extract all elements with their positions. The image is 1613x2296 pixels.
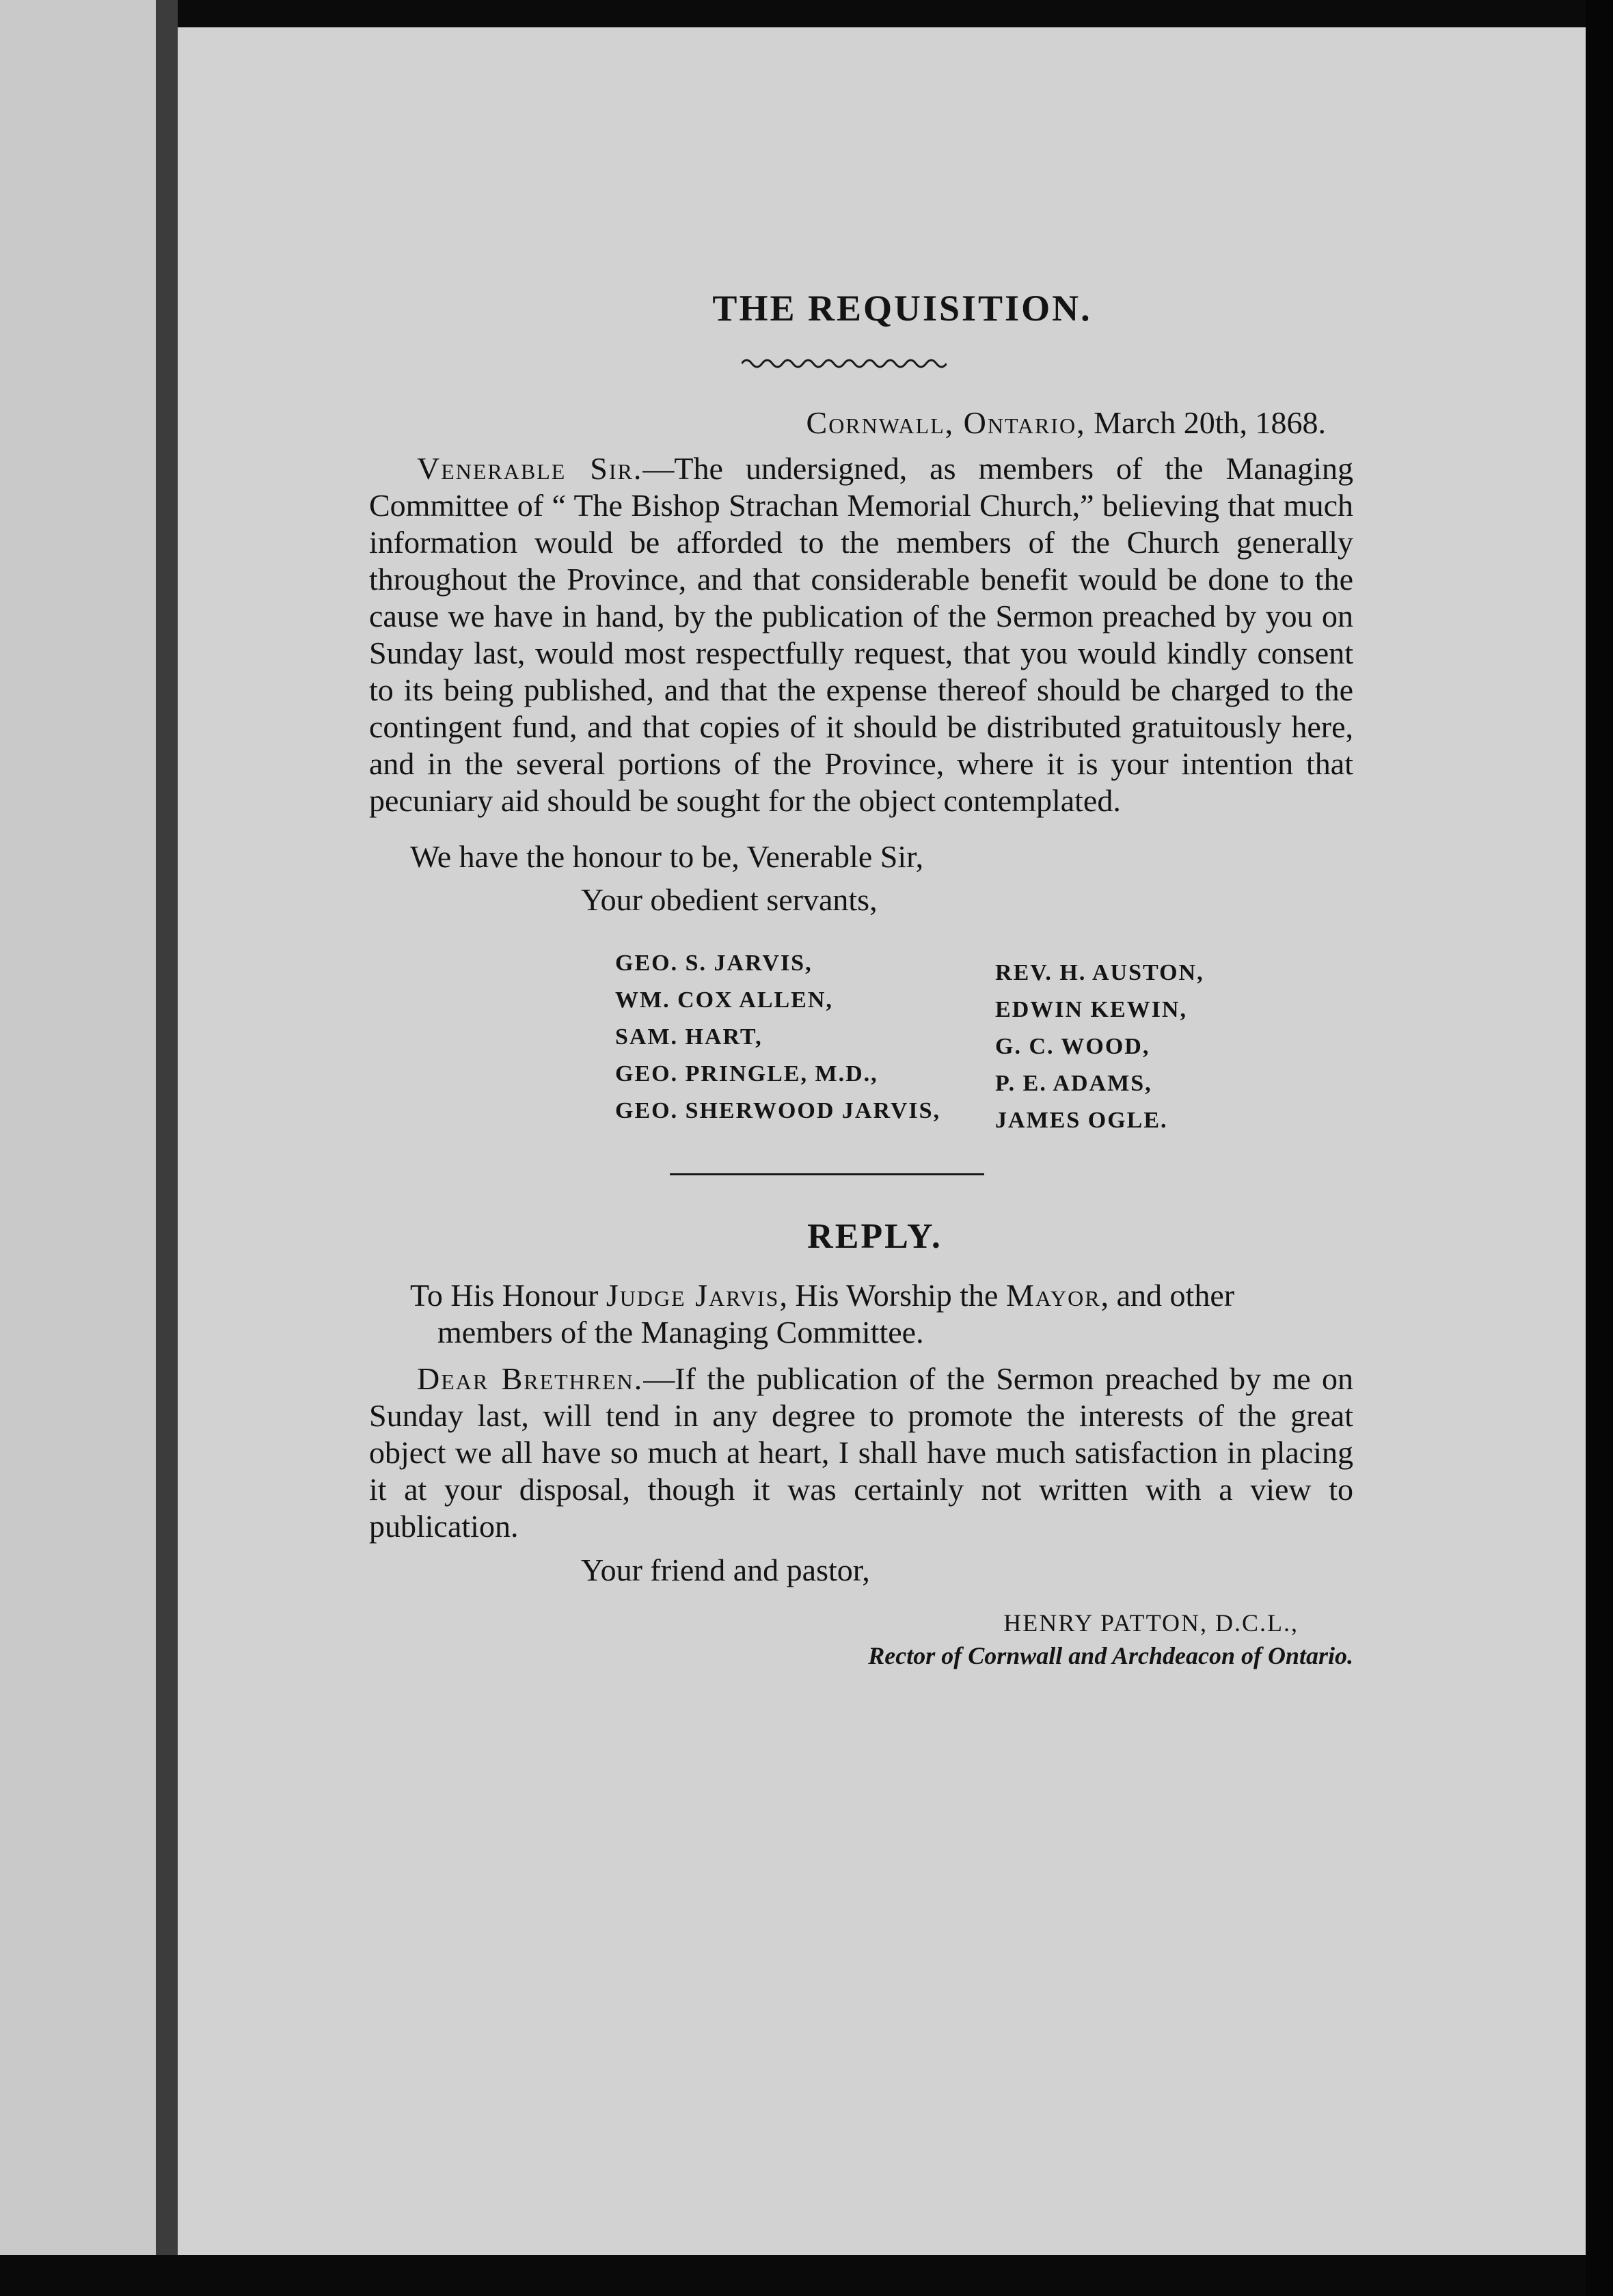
reply-body: —If the publication of the Sermon preached by me on Sunday last, will tend in any degree to promote the interests of the great object we all have so much at heart, I shall have much satisfaction in placing it at your disposal, though it was certainly not written with a view to publication.: [369, 1361, 1353, 1544]
signatories-left: [615, 945, 940, 1139]
address-text: To His Honour: [410, 1278, 606, 1313]
signatories: [615, 945, 1353, 1139]
signatory: SAM. HART,: [615, 1024, 763, 1050]
binding-gutter: [156, 0, 178, 2255]
signature-name: HENRY PATTON, D.C.L.,: [1003, 1609, 1299, 1637]
address-text: , and other members of the Managing Committee.: [437, 1278, 1235, 1350]
dateline-place: Cornwall, Ontario,: [806, 405, 1086, 440]
signatory: P. E. ADAMS,: [995, 1071, 1152, 1096]
requisition-closing-servants: Your obedient servants,: [581, 882, 878, 917]
address-judge: Judge Jarvis: [606, 1278, 780, 1313]
scan-border-bottom: [0, 2255, 1586, 2296]
reply-paragraph: [369, 1361, 1353, 1545]
signatory: WM. COX ALLEN,: [615, 987, 833, 1013]
page-title: THE REQUISITION.: [712, 288, 1092, 329]
dateline-date: March 20th, 1868.: [1094, 405, 1326, 440]
signature-block: [369, 1609, 1353, 1670]
signatory: GEO. SHERWOOD JARVIS,: [615, 1098, 941, 1123]
signatory: JAMES OGLE.: [995, 1108, 1168, 1133]
scan-border-right: [1586, 0, 1613, 2296]
signatory: G. C. WOOD,: [995, 1034, 1150, 1059]
facing-page-edge: [0, 0, 156, 2255]
signatory: REV. H. AUSTON,: [995, 960, 1204, 985]
requisition-paragraph: [369, 450, 1353, 819]
section-divider: [670, 1173, 984, 1175]
signatory: EDWIN KEWIN,: [995, 997, 1187, 1022]
requisition-salutation: Venerable Sir.: [417, 451, 643, 486]
signature-title: Rector of Cornwall and Archdeacon of Ontario.: [868, 1642, 1353, 1669]
reply-title: REPLY.: [807, 1217, 943, 1256]
document-content: [369, 287, 1353, 1670]
requisition-closing: We have the honour to be, Venerable Sir,: [410, 839, 924, 874]
address-mayor: Mayor: [1005, 1278, 1101, 1313]
reply-address: [369, 1277, 1353, 1351]
signatory: GEO. PRINGLE, M.D.,: [615, 1061, 878, 1086]
address-text: , His Worship the: [779, 1278, 1006, 1313]
signatories-right: [995, 955, 1204, 1139]
signatory: GEO. S. JARVIS,: [615, 951, 813, 976]
wavy-ornament: [742, 357, 947, 370]
requisition-body: —The undersigned, as members of the Managing Committee of “ The Bishop Strachan Memorial Church,” believing that much information would be afforded to the members of the Church generally throughout the Province, and that considerable benefit would be done to the cause we have in hand, by the publication of the Sermon preached by you on Sunday last, would most respectfully request, that you would kindly consent to its being published, and that the expense thereof should be charged to the contingent fund, and that copies of it should be distributed gratuitously here, and in the several portions of the Province, where it is your intention that pecuniary aid should be sought for the object contemplated.: [369, 451, 1353, 818]
reply-closing: Your friend and pastor,: [581, 1553, 870, 1587]
reply-salutation: Dear Brethren.: [417, 1361, 644, 1396]
dateline: [369, 405, 1326, 441]
